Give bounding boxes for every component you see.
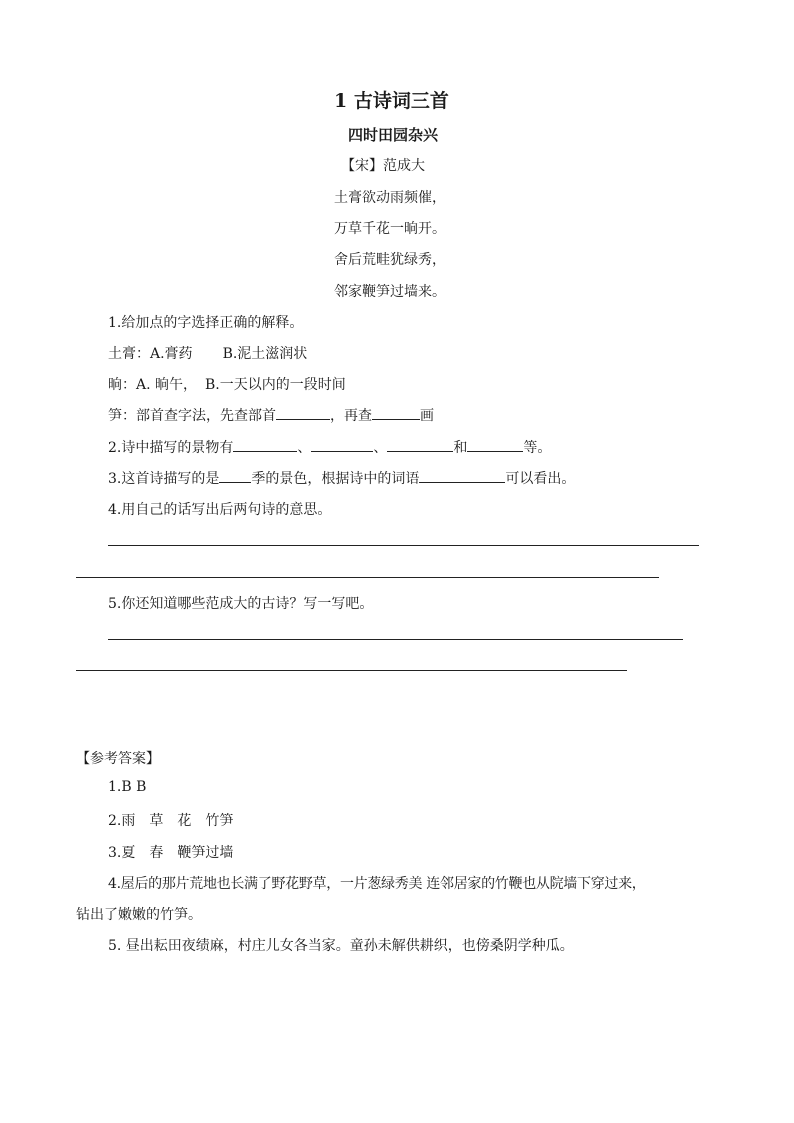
q2-prefix: 2.诗中描写的景物有	[108, 440, 234, 456]
answer-blank[interactable]	[311, 437, 373, 452]
question-1a	[108, 343, 307, 363]
q1c-middle: ，再查	[330, 408, 372, 424]
q2-and: 和	[453, 440, 468, 456]
question-1: 1.给加点的字选择正确的解释。	[108, 315, 304, 331]
answer-4-line-1: 4.屋后的那片荒地也长满了野花野草，一片葱绿秀美 连邻居家的竹鞭也从院墙下穿过来，	[108, 876, 646, 892]
page-title: 1 古诗词三首	[334, 90, 449, 112]
poem-title: 四时田园杂兴	[348, 126, 439, 144]
answer-blank[interactable]	[467, 437, 523, 452]
answer-3: 3.夏 春 鞭笋过墙	[108, 845, 234, 861]
q1b-term: 晌：	[108, 377, 136, 393]
question-4: 4.用自己的话写出后两句诗的意思。	[108, 502, 332, 518]
answer-5: 5. 昼出耘田夜绩麻，村庄儿女各当家。童孙未解供耕织，也傍桑阴学种瓜。	[108, 938, 574, 954]
q3-middle: 季的景色，根据诗中的词语	[251, 471, 420, 487]
answer-blank[interactable]	[276, 405, 330, 420]
poem-author: 【宋】范成大	[341, 158, 425, 174]
answer-line[interactable]	[108, 639, 683, 640]
q1c-suffix: 画	[420, 408, 434, 424]
q1a-option-b: B.泥土滋润状	[222, 346, 308, 362]
q3-suffix: 可以看出。	[505, 471, 576, 487]
answer-2: 2.雨 草 花 竹笋	[108, 813, 234, 829]
question-3	[108, 468, 575, 488]
poem-line-1: 土膏欲动雨频催，	[334, 190, 446, 206]
q1a-option-a: A.膏药	[150, 346, 193, 362]
q2-separator: 、	[373, 440, 388, 456]
q1b-option-b: B.一天以内的一段时间	[205, 377, 346, 393]
answer-blank[interactable]	[219, 468, 251, 483]
poem-line-3: 舍后荒畦犹绿秀，	[334, 252, 446, 268]
poem-line-4: 邻家鞭笋过墙来。	[334, 284, 446, 300]
poem-line-2: 万草千花一晌开。	[334, 221, 446, 237]
question-2	[108, 437, 551, 457]
q1c-prefix: 笋：部首查字法，先查部首	[108, 408, 276, 424]
answer-line[interactable]	[76, 577, 659, 578]
question-5: 5.你还知道哪些范成大的古诗？写一写吧。	[108, 596, 374, 612]
answer-blank[interactable]	[233, 437, 297, 452]
answer-blank[interactable]	[372, 405, 420, 420]
answer-line[interactable]	[108, 545, 699, 546]
question-1c	[108, 405, 434, 425]
answer-blank[interactable]	[387, 437, 453, 452]
q1b-option-a: A. 晌午，	[136, 377, 198, 393]
question-1b	[108, 374, 346, 394]
q1a-term: 土膏：	[108, 346, 150, 362]
answer-line[interactable]	[76, 670, 627, 671]
answer-4-line-2: 钻出了嫩嫩的竹笋。	[76, 907, 202, 923]
q2-separator: 、	[297, 440, 312, 456]
answer-1: 1.B B	[108, 779, 147, 795]
answer-blank[interactable]	[419, 468, 505, 483]
q2-suffix: 等。	[523, 440, 552, 456]
q3-prefix: 3.这首诗描写的是	[108, 471, 220, 487]
answers-heading: 【参考答案】	[76, 751, 160, 767]
